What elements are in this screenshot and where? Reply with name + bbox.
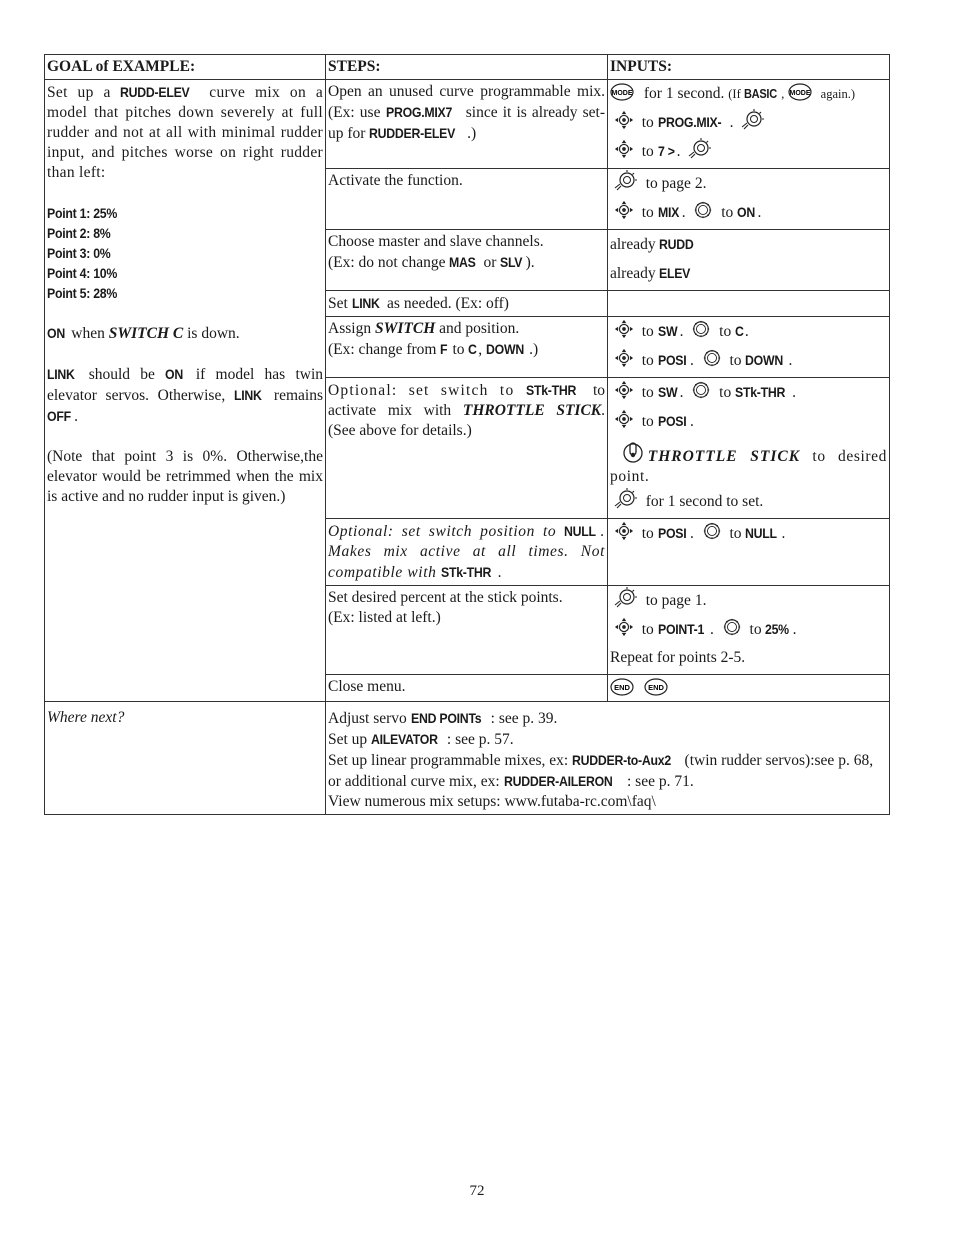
dial-press-icon	[614, 169, 638, 191]
goal-switch: ON when SWITCH C is down.	[47, 325, 240, 342]
header-inputs: INPUTS:	[608, 55, 890, 80]
dial-icon	[691, 380, 711, 400]
cursor-pad-icon	[614, 319, 634, 339]
step-assign-switch: Assign SWITCH and position. (Ex: change from F to C, DOWN .)	[326, 317, 608, 378]
end-key-icon	[610, 678, 636, 696]
inputs-null-position: to POSI . to NULL .	[608, 519, 890, 586]
inputs-close-menu	[608, 675, 890, 702]
cursor-pad-icon	[614, 200, 634, 220]
header-row	[45, 55, 890, 80]
dial-press-icon	[614, 586, 638, 608]
dial-icon	[722, 617, 742, 637]
header-steps: STEPS:	[326, 55, 608, 80]
point-1: Point 1: 25%	[47, 205, 118, 221]
dial-press-icon	[614, 487, 638, 509]
step-close-menu: Close menu.	[326, 675, 608, 702]
cursor-pad-icon	[614, 521, 634, 541]
point-5: Point 5: 28%	[47, 285, 118, 301]
dial-press-icon	[741, 108, 765, 130]
cursor-pad-icon	[614, 380, 634, 400]
cursor-pad-icon	[614, 348, 634, 368]
step-activate: Activate the function.	[326, 169, 608, 230]
step-null-position: Optional: set switch position to NULL . Makes mix active at all times. Not compatible with STk-THR .	[326, 519, 608, 586]
inputs-stick-throttle: to SW . to STk-THR . to POSI . THROTTLE STICK to desired point. for 1 second to set.	[608, 378, 890, 519]
step-set-percent: Set desired percent at the stick points. (Ex: listed at left.)	[326, 586, 608, 675]
inputs-channels: already RUDD already ELEV	[608, 230, 890, 291]
cursor-pad-icon	[614, 617, 634, 637]
header-goal: GOAL of EXAMPLE:	[45, 55, 326, 80]
step-open-mix: Open an unused curve programmable mix. (Ex: use PROG.MIX7 since it is already set-up for RUDDER-ELEV .)	[326, 80, 608, 169]
point-3: Point 3: 0%	[47, 245, 111, 261]
inputs-set-percent: to page 1. to POINT-1 . to 25% . Repeat for points 2-5.	[608, 586, 890, 675]
point-4: Point 4: 10%	[47, 265, 118, 281]
goal-cell	[45, 80, 326, 702]
cursor-pad-icon	[614, 139, 634, 159]
dial-press-icon	[688, 137, 712, 159]
point-2: Point 2: 8%	[47, 225, 111, 241]
dial-icon	[693, 200, 713, 220]
dial-icon	[691, 319, 711, 339]
stick-icon	[622, 440, 644, 464]
inputs-open-mix: MODE for 1 second. (If BASIC , MODE again.) to PROG.MIX- . to 7 > .	[608, 80, 890, 169]
svg-text:END: END	[647, 683, 664, 692]
inputs-assign-switch: to SW . to C. to POSI . to DOWN .	[608, 317, 890, 378]
goal-link: LINK should be ON if model has twin elevator servos. Otherwise, LINK remains OFF .	[47, 366, 324, 425]
where-next-label: Where next?	[45, 702, 326, 815]
mode-key-icon	[788, 83, 814, 101]
where-next-content: Adjust servo END POINTs : see p. 39. Set up AILEVATOR : see p. 57. Set up linear programmable mixes, ex: RUDDER-to-Aux2 (twin rudder servos):see p. 68, or additional curve mix, ex: RUDDER-AILERON : see p. 71. View numerous mix setups: www.futaba-rc.com\faq\	[326, 702, 890, 815]
goal-note: (Note that point 3 is 0%. Otherwise,the elevator would be retrimmed when the mix is active and no rudder input is given.)	[47, 448, 323, 505]
inputs-link	[608, 291, 890, 317]
instruction-table	[44, 54, 890, 815]
cursor-pad-icon	[614, 409, 634, 429]
step-stick-throttle: Optional: set switch to STk-THR to activate mix with THROTTLE STICK. (See above for details.)	[326, 378, 608, 519]
points-list	[47, 203, 323, 303]
inputs-activate: to page 2. to MIX . to ON .	[608, 169, 890, 230]
dial-icon	[702, 348, 722, 368]
page-number: 72	[469, 1183, 485, 1199]
goal-intro: Set up a RUDD-ELEV curve mix on a model that pitches down severely at full rudder and not at all with minimal rudder input, and pitches worse on right rudder than left:	[47, 84, 323, 181]
svg-text:END: END	[614, 683, 630, 692]
dial-icon	[702, 521, 722, 541]
step-channels: Choose master and slave channels. (Ex: do not change MAS or SLV ).	[326, 230, 608, 291]
step-link: Set LINK as needed. (Ex: off)	[326, 291, 608, 317]
svg-text:MODE: MODE	[611, 90, 633, 97]
table-row	[45, 702, 890, 815]
cursor-pad-icon	[614, 110, 634, 130]
faq-url: View numerous mix setups: www.futaba-rc.com\faq\	[328, 793, 656, 810]
svg-text:MODE: MODE	[789, 90, 811, 97]
table-row	[45, 80, 890, 169]
end-key-icon	[644, 678, 670, 696]
mode-key-icon	[610, 83, 636, 101]
